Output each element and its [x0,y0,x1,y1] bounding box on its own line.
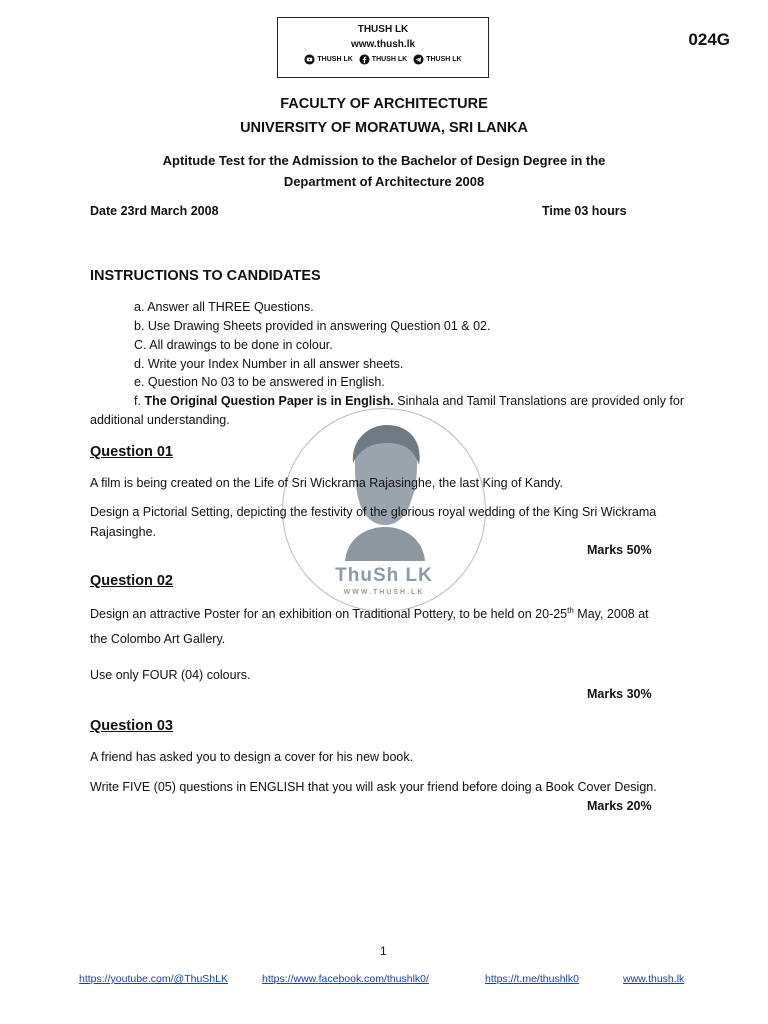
question-03-marks: Marks 20% [587,799,652,813]
social-facebook [359,54,407,65]
youtube-icon [304,54,315,65]
question-02-text-a: Design an attractive Poster for an exhibition on Traditional Pottery, to be held on 20-25 [90,607,568,622]
footer-website-link[interactable]: www.thush.lk [623,973,685,985]
question-02-text-line1 [90,606,649,621]
question-02-heading: Question 02 [90,573,173,589]
paper-code: 024G [688,30,730,49]
instruction-f-bold: The Original Question Paper is in English. [144,394,394,408]
footer-telegram-link[interactable]: https://t.me/thushlk0 [485,973,579,985]
question-02-text-b: May, 2008 at [573,607,649,622]
instructions-heading: INSTRUCTIONS TO CANDIDATES [90,268,321,284]
footer-youtube-link[interactable]: https://youtube.com/@ThuShLK [79,973,228,985]
instruction-f [134,394,684,408]
header-logo-box [277,17,489,78]
social-telegram [413,54,461,65]
question-02-marks: Marks 30% [587,687,652,701]
instruction-d: d. Write your Index Number in all answer sheets. [134,357,404,371]
header-name: THUSH LK [357,24,409,35]
faculty-title: FACULTY OF ARCHITECTURE [280,96,488,112]
footer-facebook-link[interactable]: https://www.facebook.com/thushlk0/ [262,973,429,985]
instruction-e: e. Question No 03 to be answered in English. [134,375,385,389]
question-01-heading: Question 01 [90,444,173,460]
question-01-text: A film is being created on the Life of Sri Wickrama Rajasinghe, the last King of Kandy. [90,476,563,490]
question-01-task-line2: Rajasinghe. [90,525,157,539]
telegram-icon [413,54,424,65]
instruction-f-line2: additional understanding. [90,413,230,427]
facebook-icon [359,54,370,65]
social-facebook-label: THUSH LK [371,56,408,63]
university-title: UNIVERSITY OF MORATUWA, SRI LANKA [240,120,528,136]
header-url: www.thush.lk [350,39,416,50]
question-02-colours: Use only FOUR (04) colours. [90,668,251,682]
instruction-f-prefix: f. [134,394,141,408]
social-youtube [304,54,352,65]
question-03-task: Write FIVE (05) questions in ENGLISH that you will ask your friend before doing a Book Cover Design. [90,780,657,794]
watermark-name: ThuSh LK [335,565,433,586]
header-social-row [278,54,488,65]
portrait-icon [335,421,435,561]
question-01-marks: Marks 50% [587,543,652,557]
exam-date: Date 23rd March 2008 [90,204,219,218]
instruction-f-rest: Sinhala and Tamil Translations are provided only for [397,394,685,408]
exam-subtitle-line1: Aptitude Test for the Admission to the Bachelor of Design Degree in the [162,153,606,168]
question-03-text: A friend has asked you to design a cover for his new book. [90,750,414,764]
question-03-heading: Question 03 [90,718,173,734]
instruction-c: C. All drawings to be done in colour. [134,338,333,352]
exam-subtitle-line2: Department of Architecture 2008 [283,174,485,189]
question-01-task-line1: Design a Pictorial Setting, depicting the festivity of the glorious royal wedding of the King Sri Wickrama [90,505,657,519]
page-number: 1 [380,944,387,958]
instruction-a: a. Answer all THREE Questions. [134,300,314,314]
social-telegram-label: THUSH LK [426,56,462,63]
question-02-sup: th [567,606,574,615]
social-youtube-label: THUSH LK [317,56,353,63]
watermark-url: WWW.THUSH.LK [343,589,425,596]
exam-duration: Time 03 hours [542,204,627,218]
instruction-b: b. Use Drawing Sheets provided in answering Question 01 & 02. [134,319,491,333]
question-02-text-line2: the Colombo Art Gallery. [90,632,226,646]
